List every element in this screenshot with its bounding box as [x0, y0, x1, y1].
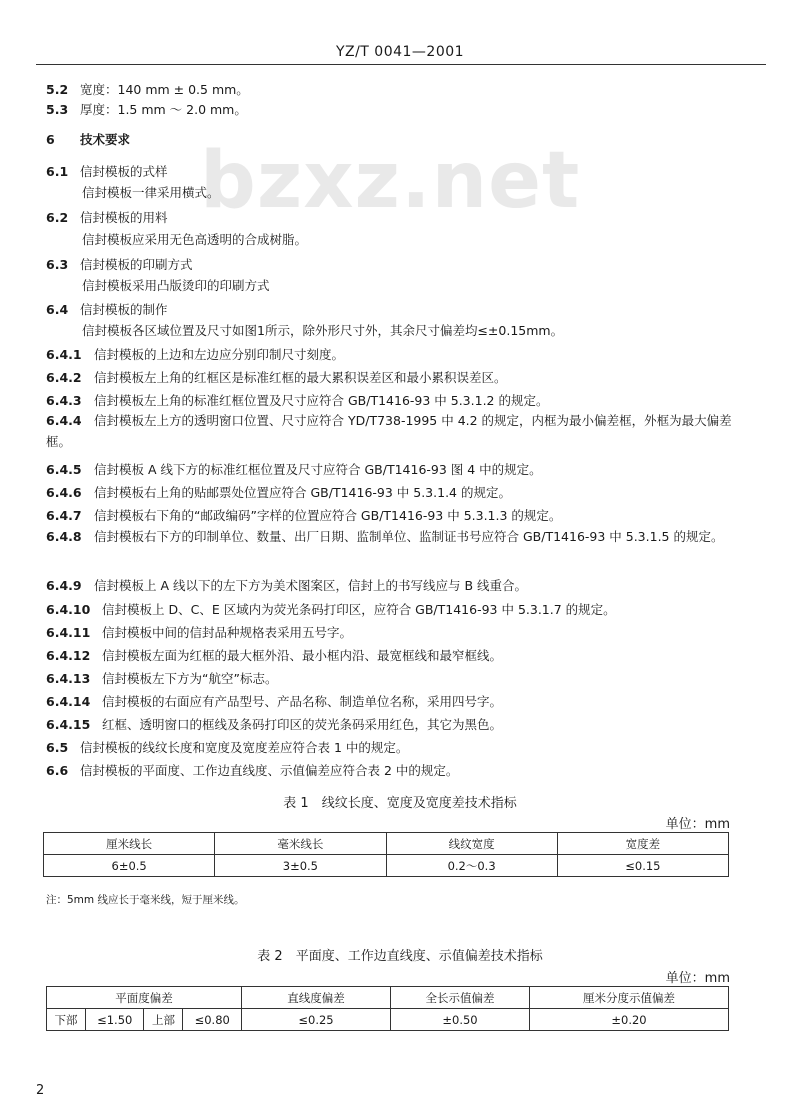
clause-number: 6.4.8: [46, 529, 82, 544]
clause-6-4-7: [46, 506, 746, 524]
clause-text: 厚度：1.5 mm ～ 2.0 mm。: [80, 102, 247, 117]
clause-6-4-6: [46, 483, 746, 501]
clause-number: 6.4.11: [46, 625, 91, 640]
clause-number: 6.3: [46, 257, 69, 272]
clause-text: 信封模板的线纹长度和宽度及宽度差应符合表 1 中的规定。: [80, 740, 409, 755]
clause-number: 6.4: [46, 302, 69, 317]
table-cell: 0.2～0.3: [386, 855, 557, 877]
clause-number: 6.4.7: [46, 508, 82, 523]
table-header-cell: 直线度偏差: [242, 987, 391, 1009]
table-1-unit: 单位：mm: [665, 817, 730, 832]
section-6-heading: [46, 130, 746, 148]
clause-number: 6.4.4: [46, 413, 82, 428]
clause-text: 信封模板右上角的贴邮票处位置应符合 GB/T1416-93 中 5.3.1.4 的规定。: [94, 485, 511, 500]
clause-6-4-10: [46, 600, 746, 618]
clause-body: [46, 276, 782, 294]
clause-text: 信封模板右下方的印制单位、数量、出厂日期、监制单位、监制证书号应符合 GB/T1416-93 中 5.3.1.5 的规定。: [94, 529, 724, 544]
table-header-cell: 线纹宽度: [386, 833, 557, 855]
table-cell: ≤0.80: [183, 1009, 242, 1031]
clause-number: 6.4.1: [46, 347, 82, 362]
clause-body: [46, 183, 782, 201]
clause-number: 6.6: [46, 763, 69, 778]
clause-text: 信封模板的制作: [80, 302, 168, 317]
header-divider: [36, 64, 766, 65]
clause-number: 6.4.5: [46, 462, 82, 477]
clause-text: 信封模板右下角的“邮政编码”字样的位置应符合 GB/T1416-93 中 5.3.1.3 的规定。: [94, 508, 562, 523]
table-header-cell: 毫米线长: [215, 833, 386, 855]
clause-text: 信封模板应采用无色高透明的合成树脂。: [82, 232, 308, 247]
table-row: [44, 855, 729, 877]
standard-code-header: YZ/T 0041—2001: [335, 44, 465, 60]
table-1-note: 注：5mm 线应长于毫米线，短于厘米线。: [46, 894, 245, 906]
clause-number: 6.4.10: [46, 602, 91, 617]
clause-text: 信封模板上 D、C、E 区域内为荧光条码打印区，应符合 GB/T1416-93 中 5.3.1.7 的规定。: [102, 602, 616, 617]
clause-6-2: [46, 208, 746, 226]
table-header-row: [47, 987, 729, 1009]
clause-text: 信封模板的平面度、工作边直线度、示值偏差应符合表 2 中的规定。: [80, 763, 459, 778]
clause-number: 6.4.13: [46, 671, 91, 686]
clause-6-4-2: [46, 368, 746, 386]
clause-body: [46, 230, 782, 248]
table-header-row: [44, 833, 729, 855]
clause-6-4-8: [46, 526, 746, 547]
table-row: [47, 1009, 729, 1031]
clause-text: 信封模板左上角的红框区是标准红框的最大累积误差区和最小累积误差区。: [94, 370, 507, 385]
clause-text: 红框、透明窗口的框线及条码打印区的荧光条码采用红色，其它为黑色。: [102, 717, 503, 732]
clause-number: 6.4.15: [46, 717, 91, 732]
clause-number: 6.4.3: [46, 393, 82, 408]
clause-number: 6.4.2: [46, 370, 82, 385]
table-header-cell: 平面度偏差: [47, 987, 242, 1009]
table-header-cell: 宽度差: [557, 833, 728, 855]
table-2-title: 表 2 平面度、工作边直线度、示值偏差技术指标: [257, 949, 543, 964]
clause-text: 信封模板左上角的标准红框位置及尺寸应符合 GB/T1416-93 中 5.3.1.2 的规定。: [94, 393, 549, 408]
table-cell: 上部: [144, 1009, 183, 1031]
section-number: 6: [46, 132, 55, 147]
table-cell: ±0.50: [391, 1009, 530, 1031]
clause-6-4-1: [46, 345, 746, 363]
clause-6-1: [46, 162, 746, 180]
table-2-unit: 单位：mm: [665, 971, 730, 986]
clause-5-2: [46, 80, 746, 98]
table-cell: ≤0.15: [557, 855, 728, 877]
clause-number: 6.4.14: [46, 694, 91, 709]
clause-text: 信封模板的上边和左边应分别印制尺寸刻度。: [94, 347, 345, 362]
clause-6-4-3: [46, 391, 746, 409]
clause-text: 宽度：140 mm ± 0.5 mm。: [80, 82, 249, 97]
clause-6-4: [46, 300, 746, 318]
clause-text: 信封模板上 A 线以下的左下方为美术图案区，信封上的书写线应与 B 线重合。: [94, 578, 528, 593]
clause-6-4-11: [46, 623, 746, 641]
page-number: 2: [36, 1083, 45, 1098]
clause-6-4-13: [46, 669, 746, 687]
clause-text: 信封模板的印刷方式: [80, 257, 193, 272]
clause-text: 信封模板左面为红框的最大框外沿、最小框内沿、最宽框线和最窄框线。: [102, 648, 503, 663]
clause-6-4-4: [46, 410, 746, 452]
clause-number: 6.1: [46, 164, 69, 179]
table-cell: ≤0.25: [242, 1009, 391, 1031]
table-1: [43, 832, 729, 877]
clause-text: 信封模板的式样: [80, 164, 168, 179]
table-cell: 3±0.5: [215, 855, 386, 877]
table-2: [46, 986, 729, 1031]
clause-6-6: [46, 761, 746, 779]
clause-text: 信封模板的右面应有产品型号、产品名称、制造单位名称，采用四号字。: [102, 694, 503, 709]
clause-6-4-9: [46, 576, 746, 594]
clause-number: 6.4.6: [46, 485, 82, 500]
clause-number: 6.5: [46, 740, 69, 755]
clause-number: 5.2: [46, 82, 69, 97]
clause-6-4-15: [46, 715, 746, 733]
watermark: bzxz.net: [200, 136, 581, 226]
clause-6-4-14: [46, 692, 746, 710]
clause-text: 信封模板 A 线下方的标准红框位置及尺寸应符合 GB/T1416-93 图 4 中的规定。: [94, 462, 542, 477]
table-cell: 下部: [47, 1009, 86, 1031]
clause-5-3: [46, 100, 746, 118]
clause-6-4-12: [46, 646, 746, 664]
clause-text: 信封模板各区域位置及尺寸如图1所示，除外形尺寸外，其余尺寸偏差均≤±0.15mm。: [82, 323, 564, 338]
table-header-cell: 厘米分度示值偏差: [530, 987, 729, 1009]
clause-number: 5.3: [46, 102, 69, 117]
clause-6-5: [46, 738, 746, 756]
table-1-title: 表 1 线纹长度、宽度及宽度差技术指标: [283, 796, 517, 811]
clause-number: 6.4.12: [46, 648, 91, 663]
table-header-cell: 全长示值偏差: [391, 987, 530, 1009]
clause-text: 信封模板的用料: [80, 210, 168, 225]
clause-text: 信封模板左下方为“航空”标志。: [102, 671, 278, 686]
section-title: 技术要求: [80, 132, 131, 147]
table-cell: 6±0.5: [44, 855, 215, 877]
clause-text: 信封模板一律采用横式。: [82, 185, 220, 200]
clause-text: 信封模板中间的信封品种规格表采用五号字。: [102, 625, 353, 640]
clause-text: 信封模板采用凸版烫印的印刷方式: [82, 278, 270, 293]
table-header-cell: 厘米线长: [44, 833, 215, 855]
clause-number: 6.4.9: [46, 578, 82, 593]
clause-text: 信封模板左上方的透明窗口位置、尺寸应符合 YD/T738-1995 中 4.2 的规定，内框为最小偏差框，外框为最大偏差框。: [46, 413, 732, 449]
clause-6-3: [46, 255, 746, 273]
clause-6-4-5: [46, 460, 746, 478]
table-cell: ≤1.50: [86, 1009, 144, 1031]
table-cell: ±0.20: [530, 1009, 729, 1031]
clause-number: 6.2: [46, 210, 69, 225]
clause-body: [46, 321, 782, 339]
